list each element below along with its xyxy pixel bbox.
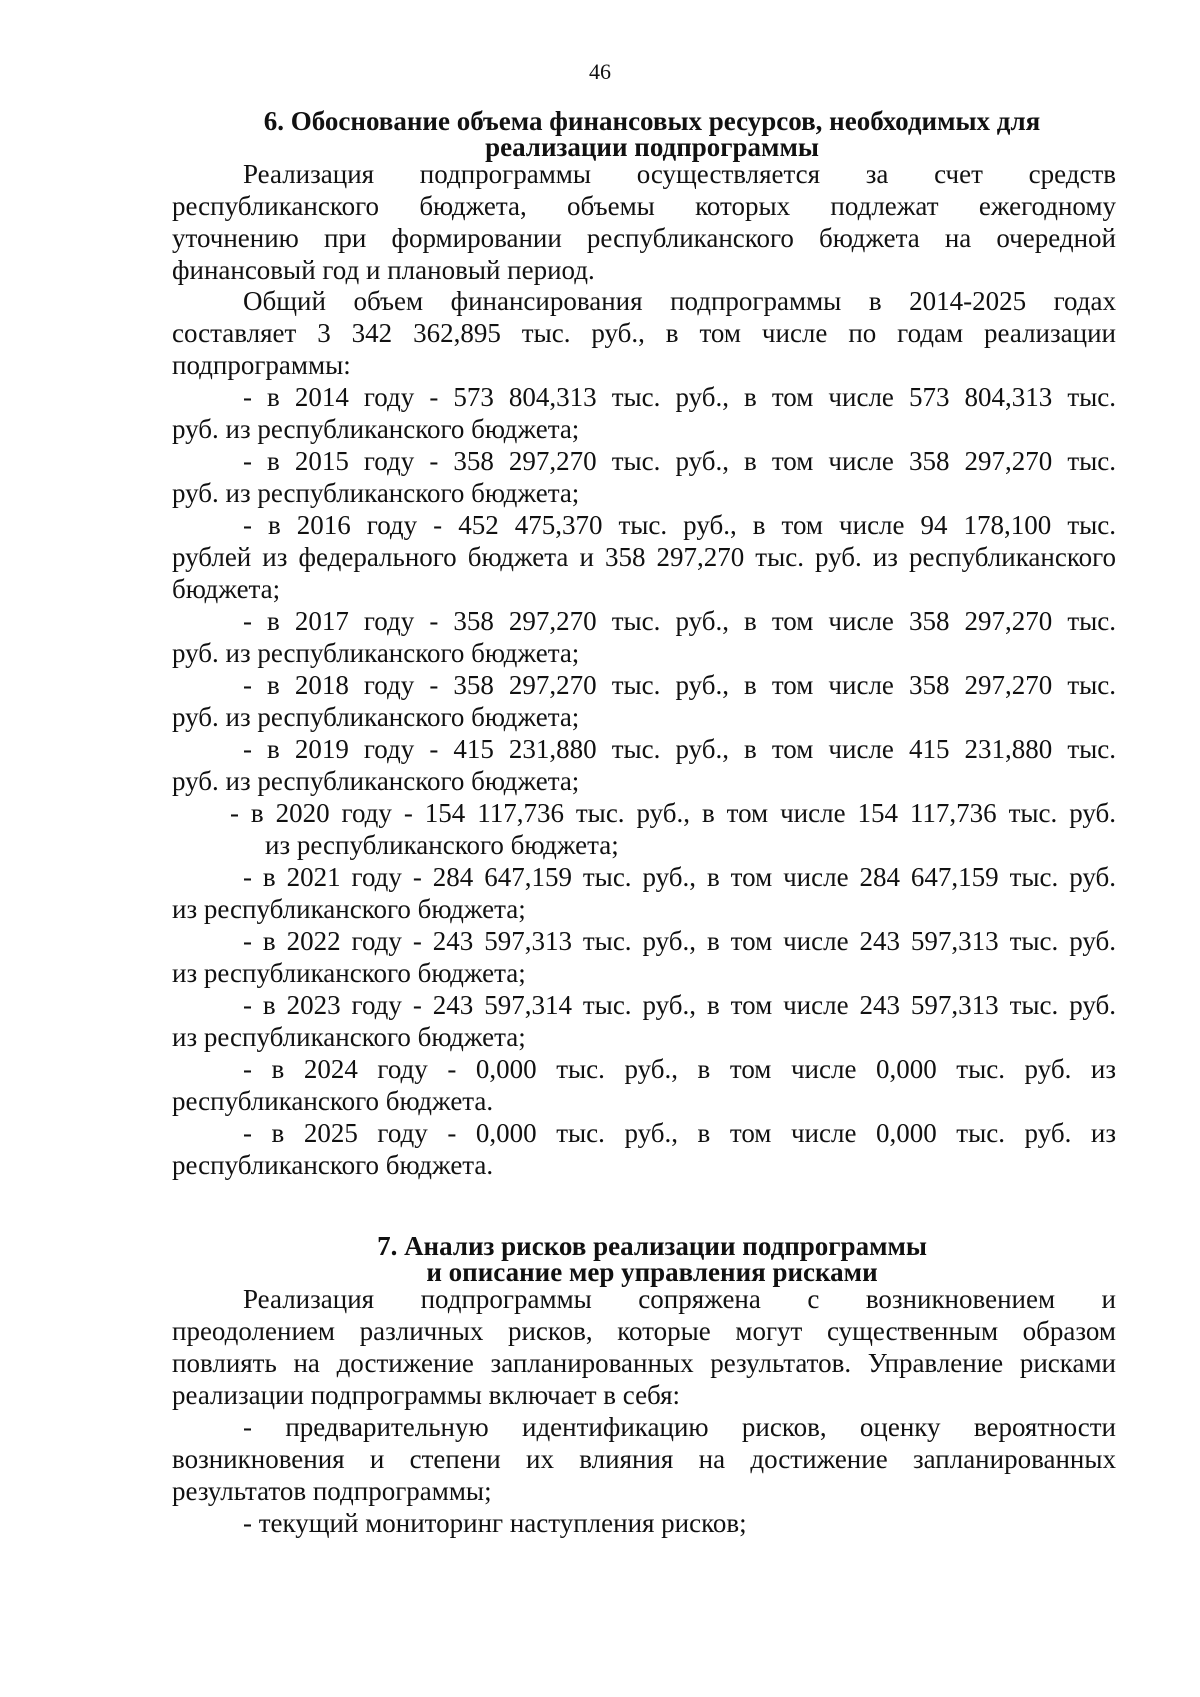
paragraph-line: уточнению при формировании республиканского бюджета на очередной: [172, 223, 1116, 253]
list-item-2018: - в 2018 году - 358 297,270 тыс. руб., в том числе 358 297,270 тыс.: [243, 670, 1116, 700]
section-7-heading: [172, 1233, 1132, 1285]
list-item-2021-cont: из республиканского бюджета;: [172, 894, 526, 924]
list-item-2023: - в 2023 году - 243 597,314 тыс. руб., в том числе 243 597,313 тыс. руб.: [243, 990, 1116, 1020]
list-item-2014-cont: руб. из республиканского бюджета;: [172, 414, 580, 444]
list-item-2020-cont: из республиканского бюджета;: [265, 830, 619, 860]
paragraph-line: повлиять на достижение запланированных результатов. Управление рисками: [172, 1348, 1116, 1378]
list-item-2018-cont: руб. из республиканского бюджета;: [172, 702, 580, 732]
paragraph-line: Общий объем финансирования подпрограммы в 2014-2025 годах: [243, 286, 1116, 316]
list-item-2014: - в 2014 году - 573 804,313 тыс. руб., в том числе 573 804,313 тыс.: [243, 382, 1116, 412]
list-item-2017-cont: руб. из республиканского бюджета;: [172, 638, 580, 668]
list-item-2021: - в 2021 году - 284 647,159 тыс. руб., в том числе 284 647,159 тыс. руб.: [243, 862, 1116, 892]
list-item-2016-cont: рублей из федерального бюджета и 358 297,270 тыс. руб. из республиканского: [172, 542, 1116, 572]
list-item-2025: - в 2025 году - 0,000 тыс. руб., в том числе 0,000 тыс. руб. из: [243, 1118, 1116, 1148]
paragraph-line: Реализация подпрограммы осуществляется за счет средств: [243, 159, 1116, 189]
paragraph-line: реализации подпрограммы включает в себя:: [172, 1380, 681, 1410]
paragraph-line: республиканского бюджета, объемы которых подлежат ежегодному: [172, 191, 1116, 221]
list-item-2023-cont: из республиканского бюджета;: [172, 1022, 526, 1052]
list-item-2015-cont: руб. из республиканского бюджета;: [172, 478, 580, 508]
list-item-2016-cont: бюджета;: [172, 574, 281, 604]
paragraph-line: финансовый год и плановый период.: [172, 255, 595, 285]
section-6-title-line-2: реализации подпрограммы: [485, 132, 819, 162]
list-item-risk-monitoring: - текущий мониторинг наступления рисков;: [243, 1508, 747, 1538]
list-item-2016: - в 2016 году - 452 475,370 тыс. руб., в том числе 94 178,100 тыс.: [243, 510, 1116, 540]
list-item-risk-identification-cont: результатов подпрограммы;: [172, 1476, 492, 1506]
section-6-title-line-1: 6. Обоснование объема финансовых ресурсов, необходимых для: [263, 106, 1041, 136]
page-number: 46: [589, 59, 611, 84]
list-item-2019-cont: руб. из республиканского бюджета;: [172, 766, 580, 796]
section-6-heading: [172, 108, 1132, 160]
list-item-2020: - в 2020 году - 154 117,736 тыс. руб., в том числе 154 117,736 тыс. руб.: [230, 798, 1116, 828]
list-item-2024: - в 2024 году - 0,000 тыс. руб., в том числе 0,000 тыс. руб. из: [243, 1054, 1116, 1084]
paragraph-line: подпрограммы:: [172, 350, 351, 380]
paragraph-line: преодолением различных рисков, которые могут существенным образом: [172, 1316, 1116, 1346]
list-item-2022-cont: из республиканского бюджета;: [172, 958, 526, 988]
section-7-title-line-1: 7. Анализ рисков реализации подпрограммы: [377, 1231, 927, 1261]
list-item-2025-cont: республиканского бюджета.: [172, 1150, 494, 1180]
paragraph-line: Реализация подпрограммы сопряжена с возникновением и: [243, 1284, 1116, 1314]
list-item-2017: - в 2017 году - 358 297,270 тыс. руб., в том числе 358 297,270 тыс.: [243, 606, 1116, 636]
list-item-risk-identification-cont: возникновения и степени их влияния на достижение запланированных: [172, 1444, 1116, 1474]
section-7-title-line-2: и описание мер управления рисками: [426, 1257, 878, 1287]
list-item-risk-identification: - предварительную идентификацию рисков, оценку вероятности: [243, 1412, 1116, 1442]
list-item-2022: - в 2022 году - 243 597,313 тыс. руб., в том числе 243 597,313 тыс. руб.: [243, 926, 1116, 956]
list-item-2015: - в 2015 году - 358 297,270 тыс. руб., в том числе 358 297,270 тыс.: [243, 446, 1116, 476]
list-item-2024-cont: республиканского бюджета.: [172, 1086, 494, 1116]
paragraph-line: составляет 3 342 362,895 тыс. руб., в том числе по годам реализации: [172, 318, 1116, 348]
list-item-2019: - в 2019 году - 415 231,880 тыс. руб., в том числе 415 231,880 тыс.: [243, 734, 1116, 764]
